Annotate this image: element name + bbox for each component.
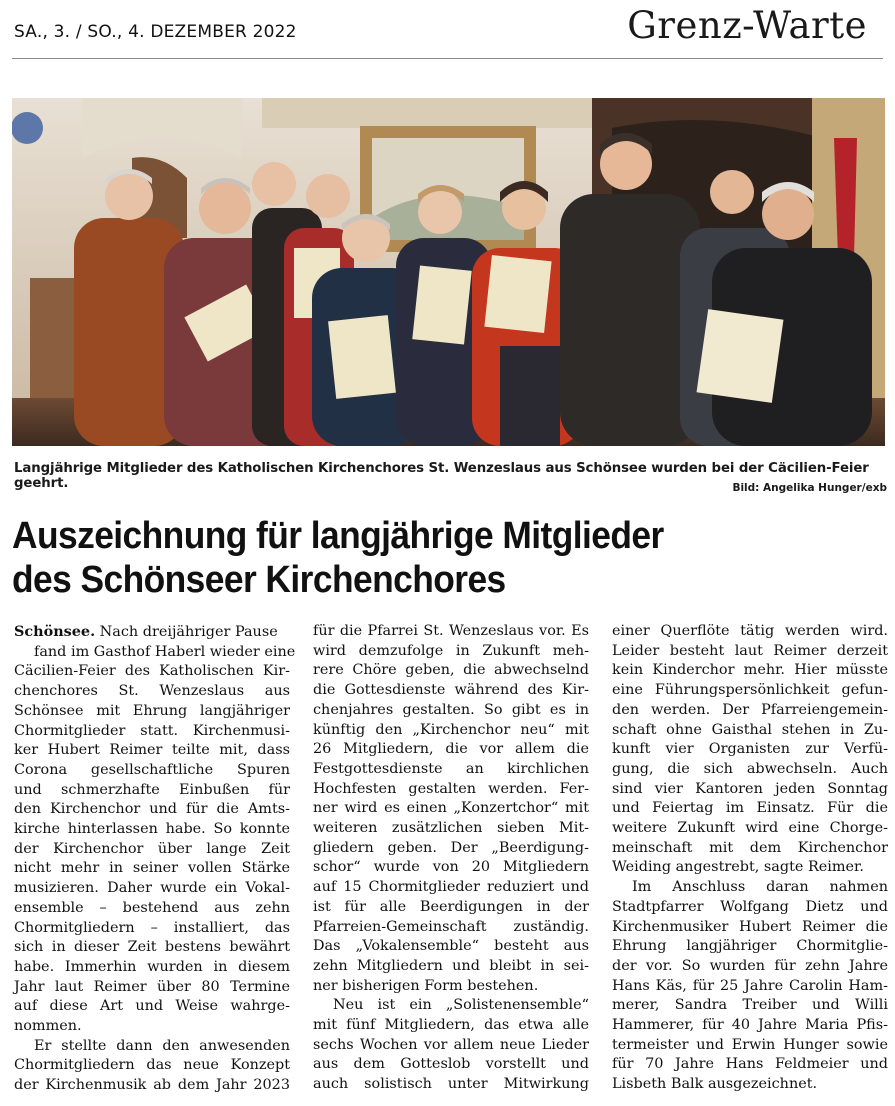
section-brand: Grenz-Warte — [627, 4, 867, 47]
text-line: meinschaft mit dem Kirchenchor — [612, 839, 888, 856]
text-line: Pfarreien-Gemeinschaft zuständig. — [313, 918, 589, 935]
text-line: kunft vier Organisten zur Verfü- — [612, 741, 888, 758]
text-line: chenchores St. Wenzeslaus aus — [14, 683, 290, 700]
text-line: eine Führungspersönlichkeit gefun- — [612, 682, 888, 699]
text-line: nommen. — [14, 1018, 82, 1035]
text-line: sechs Wochen vor allem neue Lieder — [313, 1036, 589, 1053]
text-line: gung, die sich abwechseln. Auch — [612, 760, 888, 777]
text-line: auf diese Art und Weise wahrge- — [14, 998, 290, 1015]
text-line: Lisbeth Balk ausgezeichnet. — [612, 1076, 818, 1093]
text-line: und Feiertag im Einsatz. Für die — [612, 800, 888, 817]
group-photo — [12, 98, 885, 446]
text-line: die Gottesdienste während des Kir- — [313, 682, 589, 699]
text-line: künftig den „Kirchenchor neu“ mit — [313, 721, 589, 738]
text-line: Chormitgliedern das neue Konzept — [14, 1057, 290, 1074]
text-line: aus dem Gotteslob vorstellt und — [313, 1056, 589, 1073]
article-paragraph — [14, 643, 296, 1037]
text-line: Kirchenmusiker Hubert Reimer die — [612, 918, 888, 935]
text-line: auf 15 Chormitglieder reduziert und — [313, 879, 589, 896]
text-line: der Kirchenmusik ab dem Jahr 2023 — [14, 1077, 290, 1094]
text-line: chenjahres gestalten. So gibt es in — [313, 701, 589, 718]
text-line: termeister und Erwin Hunger sowie — [612, 1036, 888, 1053]
text-line: Festgottesdienste an kirchlichen — [313, 760, 589, 777]
headline-line-2: des Schönseer Kirchenchores — [12, 559, 506, 601]
text-line: Ehrung langjähriger Chormitglie- — [612, 938, 888, 955]
text-line: mit fünf Mitgliedern, das etwa alle — [313, 1017, 589, 1034]
article-paragraph — [313, 996, 589, 1095]
text-line: Im Anschluss daran nahmen — [632, 879, 888, 896]
article-headline — [12, 514, 821, 602]
text-line: Jahr laut Reimer über 80 Termine — [14, 978, 290, 995]
article-paragraph — [313, 622, 589, 996]
article-paragraph — [14, 1037, 290, 1096]
text-line: Hans Käs, für 25 Jahre Carolin Ham- — [612, 977, 888, 994]
photo-caption: Langjährige Mitglieder des Katholischen Kirchenchores St. Wenzeslaus aus Schönsee wurden bei der Cäcilien-Feier geehrt. — [14, 461, 869, 491]
issue-date: SA., 3. / SO., 4. DEZEMBER 2022 — [14, 22, 297, 42]
text-line: ner bisherigen Form bestehen. — [313, 977, 539, 994]
text-line: Cäcilien-Feier des Katholischen Kir- — [14, 663, 290, 680]
text-line: ensemble – bestehend aus zehn — [14, 899, 290, 916]
page-header — [0, 0, 895, 60]
article-column-1 — [14, 622, 296, 1096]
text-line: den werden. Der Pfarreiengemein- — [612, 701, 888, 718]
text-line: Corona gesellschaftliche Spuren — [14, 761, 290, 778]
text-line: einer Querflöte tätig werden wird. — [612, 623, 888, 639]
text-line: Chormitgliedern – installiert, das — [14, 919, 290, 936]
dateline: Schönsee. — [14, 623, 96, 640]
text-line: Schönsee mit Ehrung langjähriger — [14, 702, 290, 719]
text-line: 26 Mitgliedern, die vor allem die — [313, 741, 589, 758]
text-line — [14, 622, 290, 643]
text-line: den Kirchenchor und für die Amts- — [14, 801, 290, 818]
text-line: Stadtpfarrer Wolfgang Dietz und — [612, 898, 888, 915]
article-column-2 — [313, 622, 589, 1095]
text-line: Weiding angestrebt, sagte Reimer. — [612, 859, 864, 876]
text-line: weitere Zukunft wird eine Chorge- — [612, 820, 888, 837]
text-line: der vor. So wurden für zehn Jahre — [612, 957, 888, 974]
text-line: für 70 Jahre Hans Feldmeier und — [612, 1056, 888, 1073]
header-divider — [12, 58, 883, 59]
article-paragraph — [14, 622, 290, 643]
text-line: kein Kinderchor mehr. Hier müsste — [612, 662, 888, 679]
article-column-3 — [612, 622, 888, 1095]
text-line: ker Hubert Reimer teilte mit, dass — [14, 742, 290, 759]
text-line: merer, Sandra Treiber und Willi — [612, 997, 888, 1014]
text-line: Hammerer, für 40 Jahre Maria Pfis- — [612, 1017, 888, 1034]
text-line: nicht mehr in seiner vollen Stärke — [14, 860, 290, 877]
text-line: ner wird es einen „Konzertchor“ mit — [313, 800, 589, 817]
text-line: auch solistisch unter Mitwirkung — [313, 1076, 589, 1093]
text-line: gliedern geben. Der „Beerdigung- — [313, 839, 589, 856]
text-line: Neu ist ein „Solistenensemble“ — [333, 997, 589, 1014]
text-line: musizieren. Daher wurde ein Vokal- — [14, 880, 290, 897]
text-fragment: Nach dreijähriger Pause — [95, 624, 278, 640]
text-line: habe. Immerhin wurden in diesem — [14, 958, 290, 975]
text-line: der Kirchenchor über lange Zeit — [14, 840, 290, 857]
article-paragraph — [612, 622, 888, 878]
text-line: Das „Vokalensemble“ besteht aus — [313, 938, 589, 955]
text-line: wird demzufolge in Zukunft meh- — [313, 642, 589, 659]
text-line: schaft ohne Gaisthal stehen in Zu- — [612, 721, 888, 738]
text-line: zehn Mitgliedern und bleibt in sei- — [313, 957, 589, 974]
text-line: ist für alle Beerdigungen in der — [313, 898, 589, 915]
headline-line-1: Auszeichnung für langjährige Mitglieder — [12, 515, 664, 557]
text-line: fand im Gasthof Haberl wieder eine — [34, 643, 296, 660]
article-paragraph — [612, 878, 888, 1095]
text-line: für die Pfarrei St. Wenzeslaus vor. Es — [313, 623, 589, 639]
text-line: Chormitglieder statt. Kirchenmusi- — [14, 722, 290, 739]
text-line: Er stellte dann den anwesenden — [34, 1037, 290, 1054]
text-line: sind vier Kantoren jeden Sonntag — [612, 780, 888, 797]
text-line: sich in dieser Zeit bestens bewährt — [14, 939, 290, 956]
text-line: Leider besteht laut Reimer derzeit — [612, 642, 888, 659]
text-line: schor“ wurde von 20 Mitgliedern — [313, 859, 589, 876]
text-line: rere Chöre geben, die abwechselnd — [313, 662, 589, 679]
text-line: Hochfesten gestalten werden. Fer- — [313, 780, 589, 797]
photo-credit: Bild: Angelika Hunger/exb — [732, 482, 887, 494]
text-line: kirche hinterlassen habe. So konnte — [14, 821, 290, 838]
text-line: weiteren zusätzlichen sieben Mit- — [313, 820, 589, 837]
text-line: und schmerzhafte Einbußen für — [14, 781, 290, 798]
